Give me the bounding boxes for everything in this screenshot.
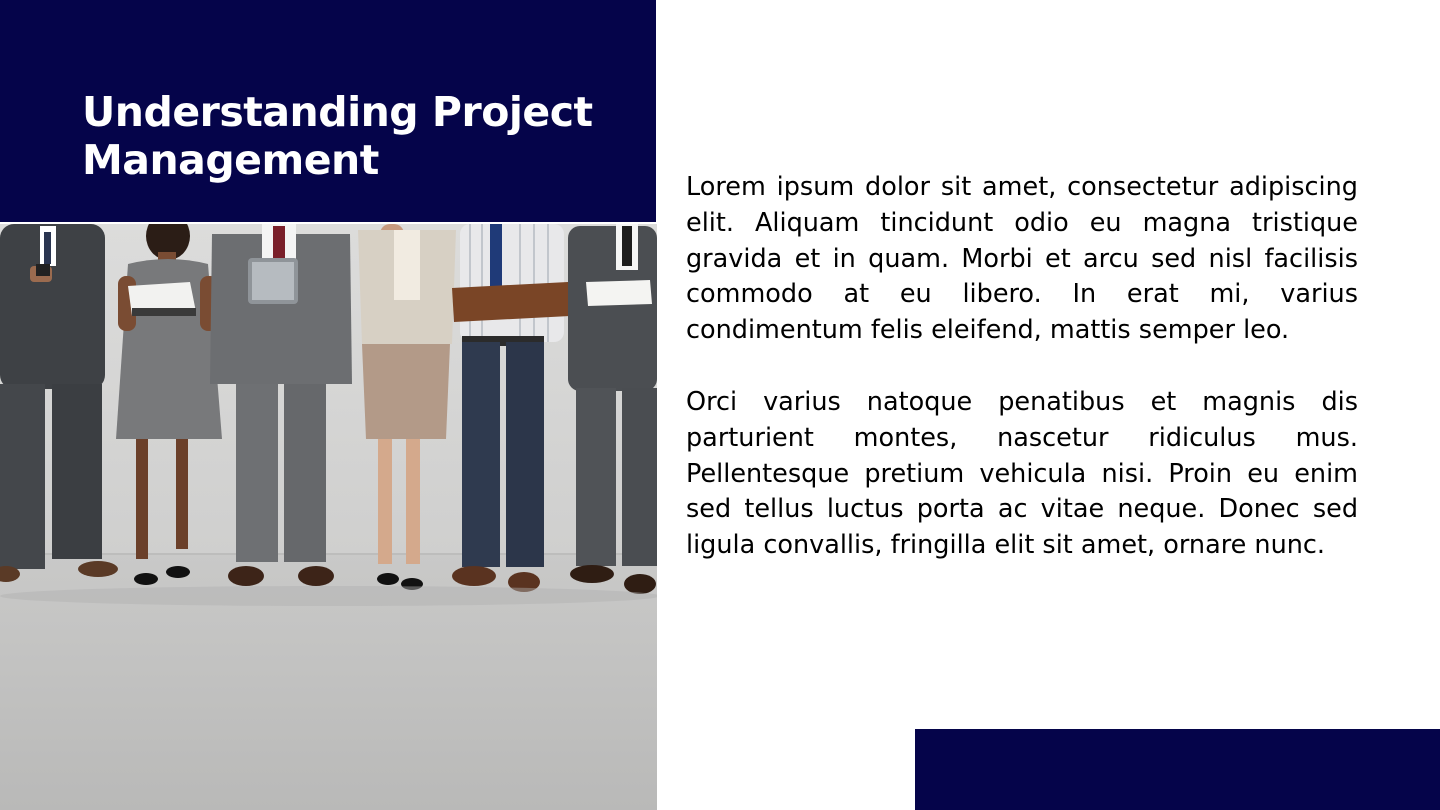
paragraph-2: Orci varius natoque penatibus et magnis dis parturient montes, nascetur ridiculus mus. Pellentesque pretium vehicula nisi. Proin eu enim sed tellus luctus porta ac vitae neque. Donec sed ligula convallis, fringilla elit sit amet, ornare nunc. <box>686 386 1358 561</box>
person-6 <box>568 224 657 594</box>
slide-title: Understanding Project Management <box>82 88 593 184</box>
corner-accent-block <box>915 729 1440 810</box>
photo-illustration <box>0 224 657 810</box>
body-text <box>686 170 1358 600</box>
person-1 <box>0 224 118 582</box>
business-people-photo <box>0 224 657 810</box>
paragraph-1: Lorem ipsum dolor sit amet, consectetur adipiscing elit. Aliquam tincidunt odio eu magna tristique gravida et in quam. Morbi et arcu sed nisl facilisis commodo at eu libero. In erat mi, varius condimentum felis eleifend, mattis semper leo. <box>686 172 1358 346</box>
title-banner <box>0 0 656 222</box>
